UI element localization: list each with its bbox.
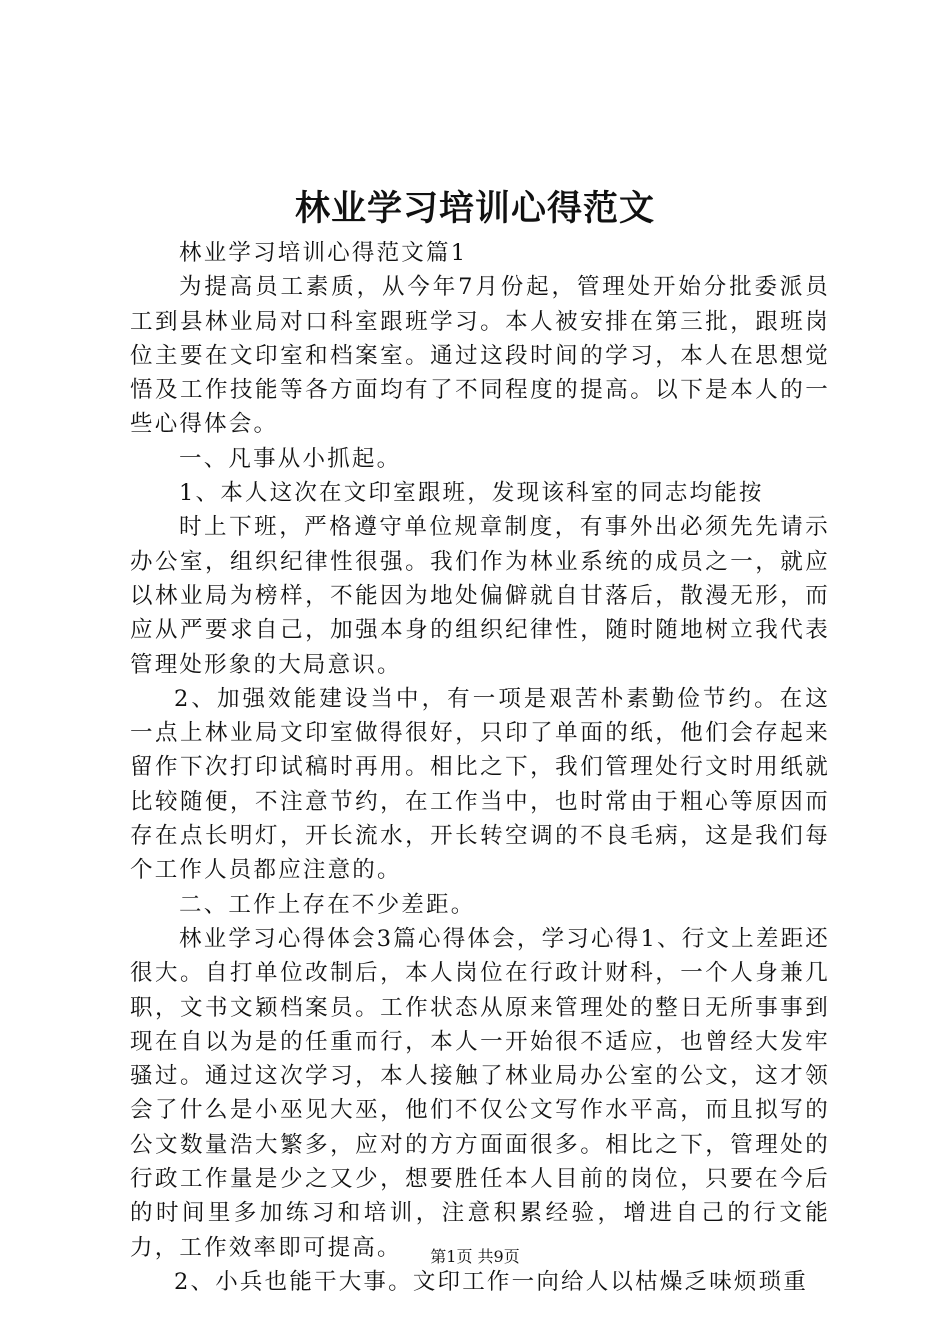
paragraph-point-1-start: 1、本人这次在文印室跟班，发现该科室的同志均能按 [179, 480, 764, 507]
section-heading-article: 林业学习培训心得范文篇1 [179, 240, 468, 266]
document-body [130, 236, 830, 1299]
section-heading-2: 二、工作上存在不少差距。 [179, 891, 476, 918]
paragraph-small-soldier: 2、小兵也能干大事。文印工作一向给人以枯燥乏味烦琐重 [174, 1268, 809, 1295]
paragraph-intro: 为提高员工素质，从今年7月份起，管理处开始分批委派员工到县林业局对口科室跟班学习。本人被安排在第三批，跟班岗位主要在文印室和档案室。通过这段时间的学习，本人在思想觉悟及工作技能等各方面均有了不同程度的提高。以下是本人的一些心得体会。 [130, 274, 830, 438]
section-heading-1: 一、凡事从小抓起。 [179, 445, 402, 472]
paragraph-point-2: 2、加强效能建设当中，有一项是艰苦朴素勤俭节约。在这一点上林业局文印室做得很好，只印了单面的纸，他们会存起来留作下次打印试稿时再用。相比之下，我们管理处行文时用纸就比较随便，不注意节约，在工作当中，也时常由于粗心等原因而存在点长明灯，开长流水，开长转空调的不良毛病，这是我们每个工作人员都应注意的。 [130, 685, 830, 884]
paragraph-point-1-cont: 时上下班，严格遵守单位规章制度，有事外出必须先先请示办公室，组织纪律性很强。我们作为林业系统的成员之一，就应以林业局为榜样，不能因为地处偏僻就自甘落后，散漫无形，而应从严要求自己，加强本身的组织纪律性，随时随地树立我代表管理处形象的大局意识。 [130, 514, 830, 678]
paragraph-gap: 林业学习心得体会3篇心得体会，学习心得1、行文上差距还很大。自打单位改制后，本人岗位在行政计财科，一个人身兼几职，文书文颖档案员。工作状态从原来管理处的整日无所事事到现在自以为是的任重而行，本人一开始很不适应，也曾经大发牢骚过。通过这次学习，本人接触了林业局办公室的公文，这才领会了什么是小巫见大巫，他们不仅公文写作水平高，而且拟写的公文数量浩大繁多，应对的方方面面很多。相比之下，管理处的行政工作量是少之又少，想要胜任本人目前的岗位，只要在今后的时间里多加练习和培训，注意积累经验，增进自己的行文能力，工作效率即可提高。 [130, 925, 830, 1261]
page-footer: 第1页 共9页 [430, 1247, 520, 1266]
document-title: 林业学习培训心得范文 [294, 188, 655, 229]
